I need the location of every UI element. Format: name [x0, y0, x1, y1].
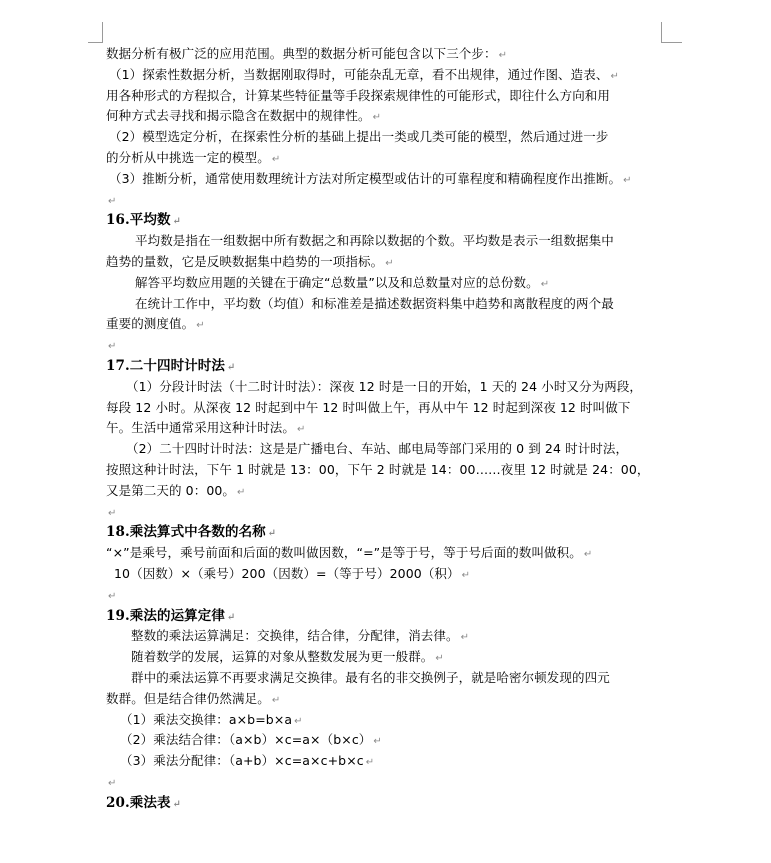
- line-text: 18.乘法算式中各数的名称: [106, 524, 266, 541]
- paragraph-line: [106, 710, 666, 731]
- line-text: （3）乘法分配律：（a+b）×c=a×c+b×c: [120, 753, 364, 769]
- paragraph-line: [106, 44, 666, 65]
- paragraph-line: [106, 65, 666, 86]
- line-text: 午。生活中通常采用这种计时法。: [106, 420, 296, 436]
- paragraph-mark-icon: ↵: [460, 632, 470, 644]
- paragraph-line: [106, 730, 666, 751]
- empty-paragraph: [106, 585, 666, 606]
- crop-mark-top-left: [88, 22, 103, 43]
- line-text: 19.乘法的运算定律: [106, 607, 225, 624]
- paragraph-mark-icon: ↵: [294, 715, 303, 727]
- line-text: 趋势的量数，它是反映数据集中趋势的一项指标。: [106, 253, 384, 269]
- paragraph-mark-icon: ↵: [108, 590, 117, 602]
- line-text: 17.二十四时计时法: [106, 357, 225, 374]
- paragraph-line: [106, 439, 666, 460]
- paragraph-mark-icon: ↵: [172, 798, 182, 810]
- paragraph-line: [106, 106, 666, 127]
- empty-paragraph: [106, 772, 666, 793]
- line-text: 解答平均数应用题的关键在于确定“总数量”以及和总数量对应的总份数。: [135, 274, 539, 290]
- line-text: 平均数是指在一组数据中所有数据之和再除以数据的个数。平均数是表示一组数据集中: [135, 233, 614, 249]
- line-text: （1）乘法交换律：a×b=b×a: [120, 711, 293, 727]
- paragraph-line: [106, 252, 666, 273]
- line-text: （2）模型选定分析，在探索性分析的基础上提出一类或几类可能的模型，然后通过进一步: [109, 129, 609, 145]
- paragraph-mark-icon: ↵: [108, 507, 117, 519]
- paragraph-mark-icon: ↵: [385, 257, 394, 269]
- paragraph-mark-icon: ↵: [540, 278, 550, 290]
- section-heading: [106, 793, 666, 814]
- line-text: （2）乘法结合律：（a×b）×c=a×（b×c）: [120, 732, 372, 748]
- paragraph-line: [106, 543, 666, 564]
- line-text: 20.乘法表: [106, 794, 171, 811]
- line-text: （3）推断分析，通常使用数理统计方法对所定模型或估计的可靠程度和精确程度作出推断。: [109, 170, 622, 186]
- paragraph-line: [106, 294, 666, 315]
- paragraph-mark-icon: ↵: [623, 174, 632, 186]
- paragraph-line: [106, 626, 666, 647]
- line-text: 用各种形式的方程拟合，计算某些特征量等手段探索规律性的可能形式，即往什么方向和用: [106, 87, 611, 103]
- paragraph-line: [106, 418, 666, 439]
- paragraph-mark-icon: ↵: [583, 549, 593, 561]
- paragraph-mark-icon: ↵: [108, 777, 117, 789]
- line-text: 按照这种计时法，下午 1 时就是 13：00，下午 2 时就是 14：00……夜里 12 时就是 24：00，: [106, 461, 650, 477]
- paragraph-line: [106, 231, 666, 252]
- paragraph-mark-icon: ↵: [267, 528, 277, 540]
- paragraph-mark-icon: ↵: [461, 569, 471, 581]
- paragraph-line: [106, 86, 666, 107]
- paragraph-mark-icon: ↵: [610, 70, 619, 82]
- section-heading: [106, 356, 666, 377]
- line-text: （1）探索性数据分析，当数据刚取得时，可能杂乱无章，看不出规律，通过作图、造表、: [109, 66, 609, 82]
- paragraph-mark-icon: ↵: [108, 195, 117, 207]
- paragraph-line: [106, 481, 666, 502]
- line-text: 每段 12 小时。从深夜 12 时起到中午 12 时叫做上午，再从中午 12 时起到深夜 12 时叫做下: [106, 399, 631, 415]
- paragraph-line: [106, 751, 666, 772]
- paragraph-line: [106, 647, 666, 668]
- line-text: 10（因数）×（乘号）200（因数）=（等于号）2000（积）: [114, 565, 460, 581]
- paragraph-mark-icon: ↵: [297, 424, 306, 436]
- section-heading: [106, 210, 666, 231]
- line-text: 重要的测度值。: [106, 316, 195, 332]
- paragraph-mark-icon: ↵: [365, 757, 375, 769]
- line-text: 群中的乘法运算不再要求满足交换律。最有名的非交换例子，就是哈密尔顿发现的四元: [131, 669, 610, 685]
- paragraph-mark-icon: ↵: [227, 361, 236, 373]
- line-text: （1）分段计时法（十二时计时法）：深夜 12 时是一日的开始，1 天的 24 小时又分为两段，: [126, 378, 643, 394]
- paragraph-mark-icon: ↵: [227, 611, 236, 623]
- paragraph-line: [106, 460, 666, 481]
- paragraph-line: [106, 273, 666, 294]
- empty-paragraph: [106, 335, 666, 356]
- paragraph-line: [106, 668, 666, 689]
- paragraph-mark-icon: ↵: [108, 341, 117, 353]
- section-heading: [106, 606, 666, 627]
- paragraph-line: [106, 148, 666, 169]
- paragraph-line: [106, 314, 666, 335]
- line-text: 随着数学的发展，运算的对象从整数发展为更一般群。: [131, 649, 434, 665]
- paragraph-mark-icon: ↵: [196, 320, 205, 332]
- line-text: “×”是乘号，乘号前面和后面的数叫做因数，“=”是等于号，等于号后面的数叫做积。: [106, 545, 582, 561]
- line-text: 16.平均数: [106, 212, 171, 229]
- paragraph-mark-icon: ↵: [237, 486, 246, 498]
- paragraph-line: [106, 564, 666, 585]
- line-text: （2）二十四时计时法：这是是广播电台、车站、邮电局等部门采用的 0 到 24 时计时法，: [126, 441, 629, 457]
- paragraph-mark-icon: ↵: [172, 216, 182, 228]
- document-body[interactable]: [106, 44, 666, 813]
- paragraph-mark-icon: ↵: [271, 694, 281, 706]
- paragraph-mark-icon: ↵: [372, 112, 382, 124]
- empty-paragraph: [106, 502, 666, 523]
- line-text: 何种方式去寻找和揭示隐含在数据中的规律性。: [106, 108, 371, 124]
- line-text: 的分析从中挑选一定的模型。: [106, 149, 270, 165]
- paragraph-line: [106, 377, 666, 398]
- paragraph-line: [106, 169, 666, 190]
- paragraph-line: [106, 398, 666, 419]
- line-text: 又是第二天的 0：00。: [106, 482, 236, 498]
- section-heading: [106, 522, 666, 543]
- crop-mark-top-right: [661, 22, 682, 43]
- paragraph-mark-icon: ↵: [271, 153, 281, 165]
- line-text: 整数的乘法运算满足：交换律，结合律，分配律，消去律。: [131, 628, 459, 644]
- paragraph-mark-icon: ↵: [498, 50, 508, 61]
- paragraph-mark-icon: ↵: [435, 653, 444, 665]
- line-text: 数据分析有极广泛的应用范围。典型的数据分析可能包含以下三个步：: [106, 46, 497, 61]
- empty-paragraph: [106, 190, 666, 211]
- paragraph-mark-icon: ↵: [373, 736, 382, 748]
- line-text: 数群。但是结合律仍然满足。: [106, 690, 270, 706]
- paragraph-line: [106, 127, 666, 148]
- paragraph-line: [106, 689, 666, 710]
- line-text: 在统计工作中，平均数（均值）和标准差是描述数据资料集中趋势和离散程度的两个最: [135, 295, 614, 311]
